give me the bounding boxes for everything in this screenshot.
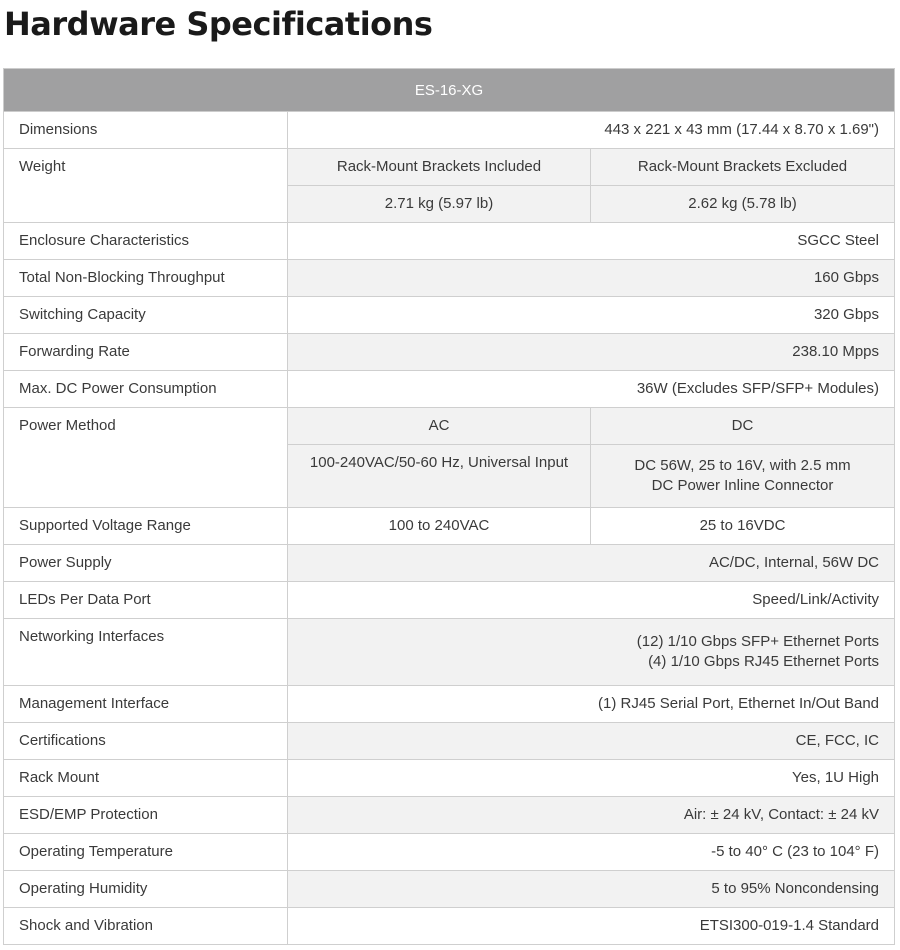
row-label: Max. DC Power Consumption [4,371,288,408]
table-row-op-humidity [4,871,895,908]
table-row-op-temp [4,834,895,871]
row-value: CE, FCC, IC [288,723,895,760]
table-row-shock [4,908,895,945]
table-row-voltage-range [4,508,895,545]
row-value: Speed/Link/Activity [288,582,895,619]
networking-value-line: (4) 1/10 Gbps RJ45 Ethernet Ports [648,653,880,670]
row-label: Management Interface [4,686,288,723]
table-row-power-method [4,408,895,445]
row-label: Weight [4,149,288,223]
row-label: Supported Voltage Range [4,508,288,545]
row-label: Power Method [4,408,288,508]
row-value: 238.10 Mpps [288,334,895,371]
table-row-esd [4,797,895,834]
row-value: 160 Gbps [288,260,895,297]
power-dc-value-line: DC Power Inline Connector [651,477,834,494]
row-label: ESD/EMP Protection [4,797,288,834]
row-value: Air: ± 24 kV, Contact: ± 24 kV [288,797,895,834]
row-value [288,619,895,686]
weight-included-value: 2.71 kg (5.97 lb) [288,186,591,223]
power-ac-value: 100-240VAC/50-60 Hz, Universal Input [288,445,591,508]
row-label: Operating Humidity [4,871,288,908]
page-title: Hardware Specifications [4,5,433,43]
table-row-throughput [4,260,895,297]
row-value: 5 to 95% Noncondensing [288,871,895,908]
row-value: AC/DC, Internal, 56W DC [288,545,895,582]
table-row-rack-mount [4,760,895,797]
weight-excluded-header: Rack-Mount Brackets Excluded [591,149,895,186]
table-row-power-consumption [4,371,895,408]
row-value: 320 Gbps [288,297,895,334]
model-header: ES-16-XG [4,69,895,112]
table-row-switching [4,297,895,334]
spec-table [3,68,895,945]
table-row-weight [4,149,895,186]
row-label: Rack Mount [4,760,288,797]
table-row-leds [4,582,895,619]
row-label: Networking Interfaces [4,619,288,686]
row-value: Yes, 1U High [288,760,895,797]
row-label: Enclosure Characteristics [4,223,288,260]
voltage-dc-value: 25 to 16VDC [591,508,895,545]
row-value: 36W (Excludes SFP/SFP+ Modules) [288,371,895,408]
table-row-power-supply [4,545,895,582]
power-dc-value-line: DC 56W, 25 to 16V, with 2.5 mm [634,457,851,474]
row-value: (1) RJ45 Serial Port, Ethernet In/Out Band [288,686,895,723]
row-label: Shock and Vibration [4,908,288,945]
voltage-ac-value: 100 to 240VAC [288,508,591,545]
power-dc-value [591,445,895,508]
networking-value-line: (12) 1/10 Gbps SFP+ Ethernet Ports [636,633,880,650]
row-label: Forwarding Rate [4,334,288,371]
table-row-management [4,686,895,723]
row-value: -5 to 40° C (23 to 104° F) [288,834,895,871]
row-value: ETSI300-019-1.4 Standard [288,908,895,945]
row-label: LEDs Per Data Port [4,582,288,619]
weight-included-header: Rack-Mount Brackets Included [288,149,591,186]
table-row-forwarding [4,334,895,371]
weight-excluded-value: 2.62 kg (5.78 lb) [591,186,895,223]
power-dc-header: DC [591,408,895,445]
row-label: Dimensions [4,112,288,149]
row-label: Certifications [4,723,288,760]
table-row-enclosure [4,223,895,260]
row-label: Power Supply [4,545,288,582]
table-header-row [4,69,895,112]
table-row-certifications [4,723,895,760]
power-ac-header: AC [288,408,591,445]
row-label: Total Non-Blocking Throughput [4,260,288,297]
row-label: Operating Temperature [4,834,288,871]
row-value: 443 x 221 x 43 mm (17.44 x 8.70 x 1.69") [288,112,895,149]
row-value: SGCC Steel [288,223,895,260]
table-row-networking [4,619,895,686]
table-row-dimensions [4,112,895,149]
row-label: Switching Capacity [4,297,288,334]
